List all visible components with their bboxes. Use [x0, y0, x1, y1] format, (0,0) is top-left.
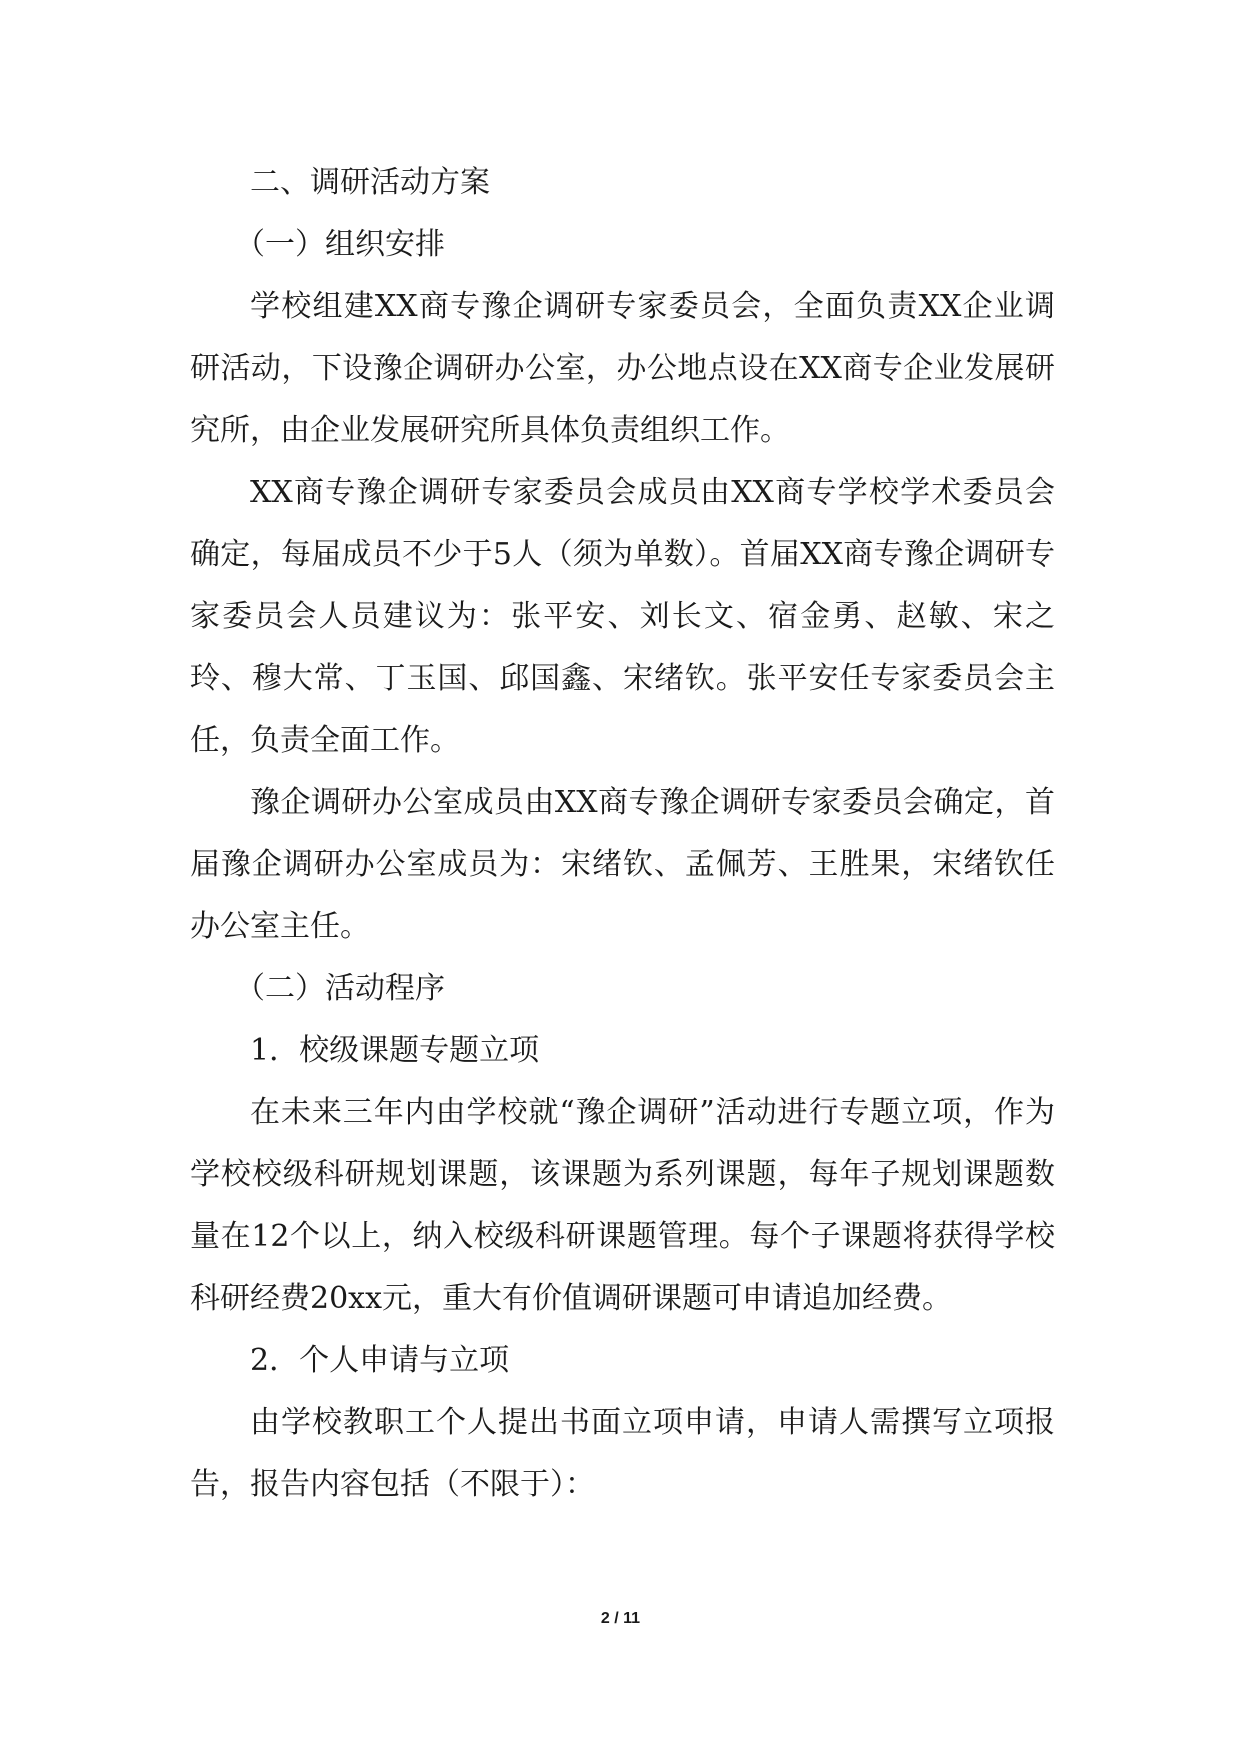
paragraph-committee-setup: 学校组建XX商专豫企调研专家委员会，全面负责XX企业调研活动，下设豫企调研办公室，办公地点设在XX商专企业发展研究所，由企业发展研究所具体负责组织工作。	[190, 289, 1055, 448]
item-heading-project-approval: 1．校级课题专题立项	[250, 1033, 540, 1068]
paragraph-project-approval: 在未来三年内由学校就“豫企调研”活动进行专题立项，作为学校校级科研规划课题，该课题为系列课题，每年子规划课题数量在12个以上，纳入校级科研课题管理。每个子课题将获得学校科研经费20xx元，重大有价值调研课题可申请追加经费。	[190, 1095, 1055, 1316]
paragraph-application: 由学校教职工个人提出书面立项申请，申请人需撰写立项报告，报告内容包括（不限于）：	[190, 1405, 1055, 1502]
document-body	[190, 152, 1055, 1516]
paragraph-office-members: 豫企调研办公室成员由XX商专豫企调研专家委员会确定，首届豫企调研办公室成员为：宋绪钦、孟佩芳、王胜果，宋绪钦任办公室主任。	[190, 785, 1055, 944]
section-heading: 二、调研活动方案	[250, 165, 490, 200]
paragraph-committee-members: XX商专豫企调研专家委员会成员由XX商专学校学术委员会确定，每届成员不少于5人（须为单数）。首届XX商专豫企调研专家委员会人员建议为：张平安、刘长文、宿金勇、赵敏、宋之玲、穆大常、丁玉国、邱国鑫、宋绪钦。张平安任专家委员会主任，负责全面工作。	[190, 475, 1055, 758]
page-number: 2 / 11	[600, 1610, 641, 1627]
subsection-heading-organization: （一）组织安排	[235, 227, 445, 262]
item-heading-application: 2．个人申请与立项	[250, 1343, 510, 1378]
subsection-heading-procedure: （二）活动程序	[235, 971, 445, 1006]
